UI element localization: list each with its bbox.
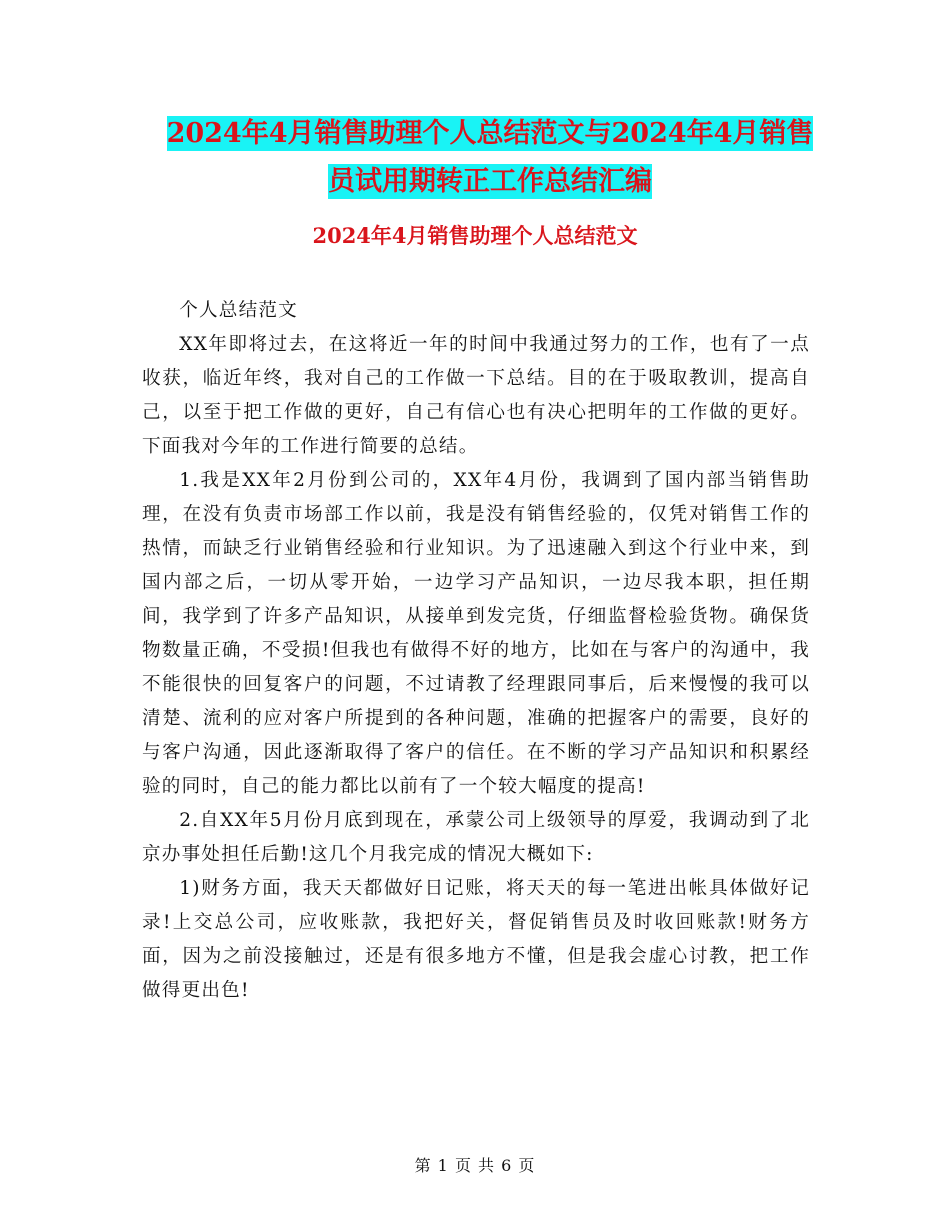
page-footer: 第 1 页 共 6 页: [414, 1156, 536, 1175]
paragraph: 个人总结范文: [179, 300, 298, 321]
document-body: [142, 294, 810, 1008]
paragraph: 1)财务方面，我天天都做好日记账，将天天的每一笔进出帐具体做好记录!上交总公司，应收账款，我把好关，督促销售员及时收回账款!财务方面，因为之前没接触过，还是有很多地方不懂，但是我会虚心讨教，把工作做得更出色!: [142, 878, 810, 1001]
document-title-line-1: 2024年4月销售助理个人总结范文与2024年4月销售: [166, 118, 814, 149]
paragraph: 1.我是XX年2月份到公司的，XX年4月份，我调到了国内部当销售助理，在没有负责市场部工作以前，我是没有销售经验的，仅凭对销售工作的热情，而缺乏行业销售经验和行业知识。为了迅速融入到这个行业中来，到国内部之后，一切从零开始，一边学习产品知识，一边尽我本职，担任期间，我学到了许多产品知识，从接单到发完货，仔细监督检验货物。确保货物数量正确，不受损!但我也有做得不好的地方，比如在与客户的沟通中，我不能很快的回复客户的问题，不过请教了经理跟同事后，后来慢慢的我可以清楚、流利的应对客户所提到的各种问题，准确的把握客户的需要，良好的与客户沟通，因此逐渐取得了客户的信任。在不断的学习产品知识和积累经验的同时，自己的能力都比以前有了一个较大幅度的提高!: [142, 470, 810, 797]
paragraph: 2.自XX年5月份月底到现在，承蒙公司上级领导的厚爱，我调动到了北京办事处担任后勤!这几个月我完成的情况大概如下:: [142, 810, 810, 865]
document-title-line-2: 员试用期转正工作总结汇编: [328, 166, 652, 197]
section-title: 2024年4月销售助理个人总结范文: [312, 223, 638, 248]
paragraph: XX年即将过去，在这将近一年的时间中我通过努力的工作，也有了一点收获，临近年终，我对自己的工作做一下总结。目的在于吸取教训，提高自己，以至于把工作做的更好，自己有信心也有决心把明年的工作做的更好。下面我对今年的工作进行简要的总结。: [142, 334, 810, 457]
document-title: [150, 110, 830, 206]
